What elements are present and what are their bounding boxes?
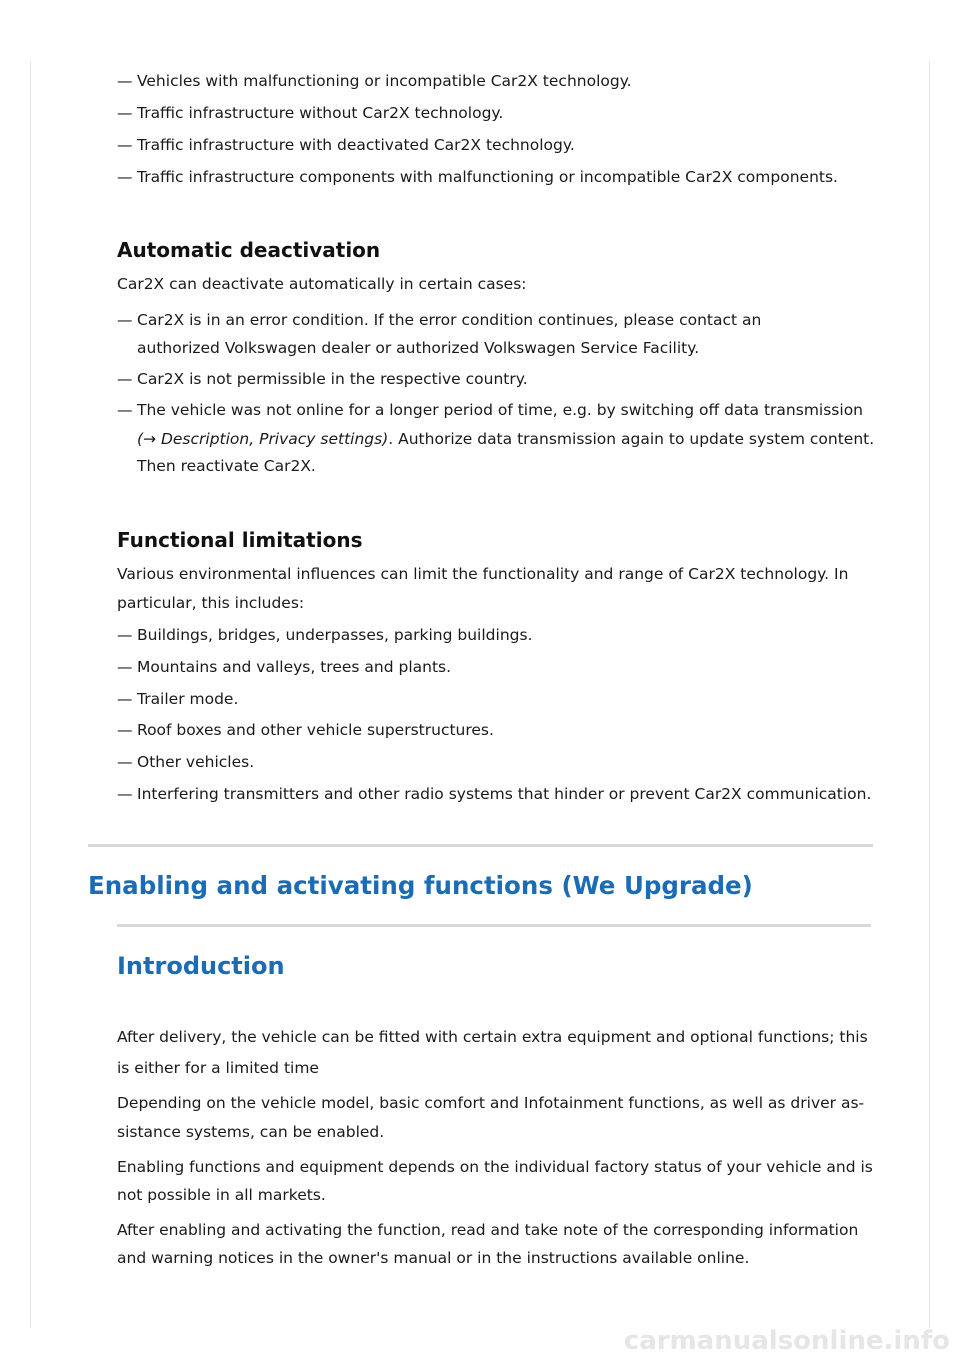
paragraph: Various environmental influences can limit the functionality and range of Car2X technology. In	[117, 565, 849, 583]
paragraph: not possible in all markets.	[117, 1186, 326, 1204]
list-item: — Vehicles with malfunctioning or incompatible Car2X technology.	[117, 72, 632, 90]
list-item-continuation: (→ Description, Privacy settings). Authorize data transmission again to update system content.	[137, 430, 875, 448]
list-item-continuation: authorized Volkswagen dealer or authorized Volkswagen Service Facility.	[137, 339, 700, 357]
section-heading: Enabling and activating functions (We Upgrade)	[88, 871, 753, 900]
list-item: — Car2X is in an error condition. If the error condition continues, please contact an	[117, 311, 762, 329]
heading-functional-limitations: Functional limitations	[117, 528, 363, 552]
list-item-continuation: Then reactivate Car2X.	[137, 457, 316, 475]
list-item: — Roof boxes and other vehicle superstructures.	[117, 721, 494, 739]
page-margin-right	[929, 62, 930, 1328]
list-item: — Interfering transmitters and other radio systems that hinder or prevent Car2X communication.	[117, 785, 872, 803]
list-item: — Trailer mode.	[117, 690, 239, 708]
paragraph: is either for a limited time	[117, 1059, 319, 1077]
paragraph: After enabling and activating the function, read and take note of the corresponding information	[117, 1221, 859, 1239]
heading-automatic-deactivation: Automatic deactivation	[117, 238, 381, 262]
subsection-divider	[117, 924, 871, 927]
paragraph: Car2X can deactivate automatically in certain cases:	[117, 275, 527, 293]
list-item: — Buildings, bridges, underpasses, parking buildings.	[117, 626, 533, 644]
section-divider	[88, 844, 873, 847]
list-item: — Traffic infrastructure with deactivated Car2X technology.	[117, 136, 575, 154]
list-item: — Car2X is not permissible in the respective country.	[117, 370, 528, 388]
paragraph: After delivery, the vehicle can be fitted with certain extra equipment and optional functions; this	[117, 1028, 868, 1046]
list-item: — Traffic infrastructure without Car2X technology.	[117, 104, 504, 122]
list-item: — Traffic infrastructure components with malfunctioning or incompatible Car2X components.	[117, 168, 838, 186]
paragraph: Enabling functions and equipment depends on the individual factory status of your vehicle and is	[117, 1158, 873, 1176]
paragraph: particular, this includes:	[117, 594, 305, 612]
list-item: — Mountains and valleys, trees and plants.	[117, 658, 452, 676]
paragraph: and warning notices in the owner's manual or in the instructions available online.	[117, 1249, 750, 1267]
watermark: carmanualsonline.info	[623, 1326, 950, 1356]
list-item: — The vehicle was not online for a longer period of time, e.g. by switching off data transmission	[117, 401, 863, 419]
paragraph: sistance systems, can be enabled.	[117, 1123, 385, 1141]
cross-reference-link[interactable]: (→ Description, Privacy settings)	[137, 430, 389, 448]
paragraph: Depending on the vehicle model, basic comfort and Infotainment functions, as well as driver as-	[117, 1094, 865, 1112]
list-item: — Other vehicles.	[117, 753, 255, 771]
subsection-heading: Introduction	[117, 952, 285, 980]
page-margin-left	[30, 62, 31, 1328]
